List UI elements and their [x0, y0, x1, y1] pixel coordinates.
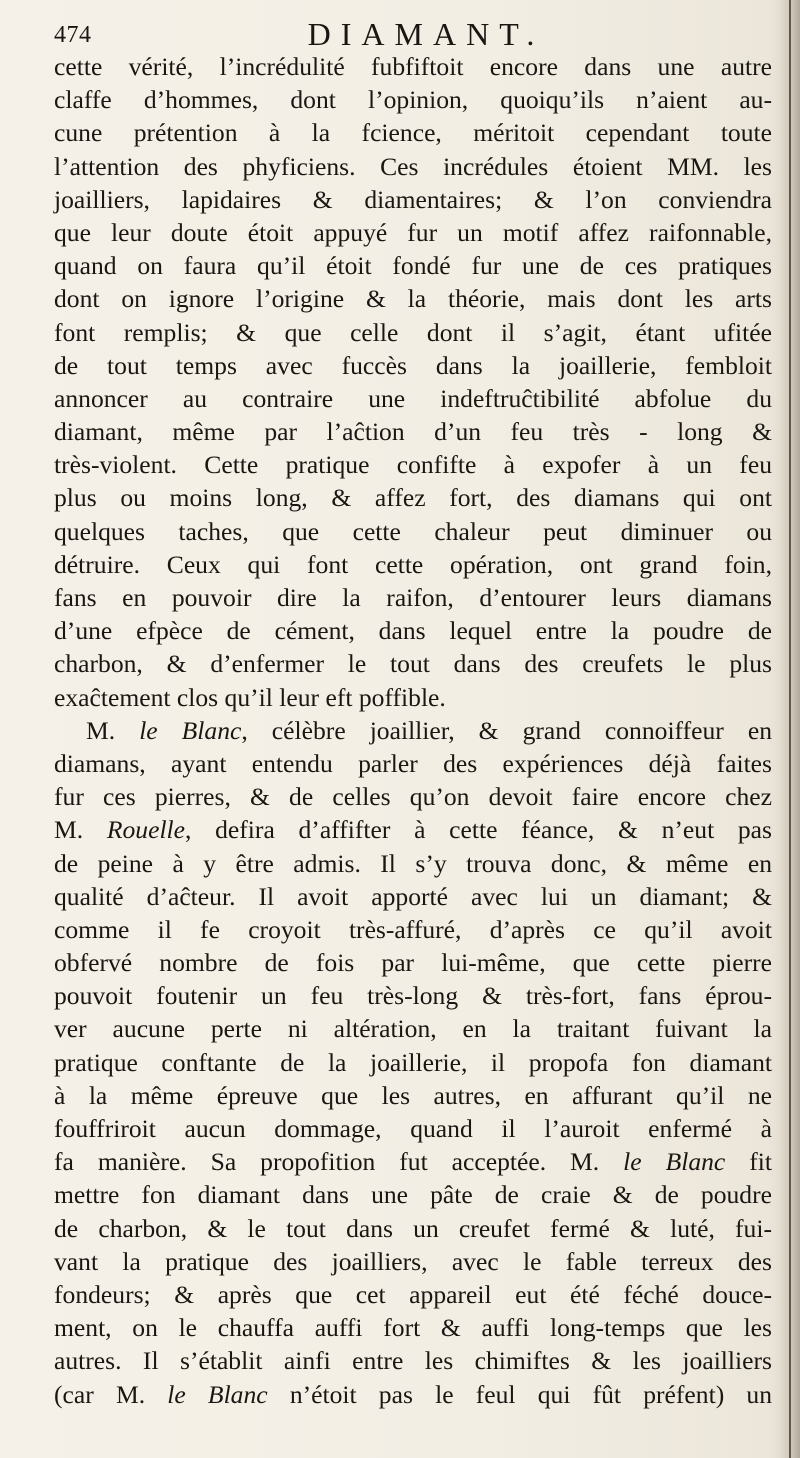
text-line: (car M. le Blanc n’étoit pas le feul qui fût préfent) un	[54, 1379, 772, 1409]
text-line: annoncer au contraire une indeftruĉtibilité abfolue du	[54, 383, 772, 413]
text-line: joailliers, lapidaires & diamentaires; & l’on conviendra	[54, 184, 772, 214]
text-line: autres. Il s’établit ainfi entre les chimiftes & les joailliers	[54, 1346, 772, 1376]
text-line: font remplis; & que celle dont il s’agit, étant ufitée	[54, 317, 772, 347]
text-line: ver aucune perte ni altération, en la traitant fuivant la	[54, 1014, 772, 1044]
text-line: M. Rouelle, defira d’affifter à cette féance, & n’eut pas	[54, 815, 772, 845]
text-line: obfervé nombre de fois par lui-même, que cette pierre	[54, 948, 772, 978]
text-line: plus ou moins long, & affez fort, des diamans qui ont	[54, 483, 772, 513]
running-head: DIAMANT.	[307, 16, 545, 52]
text-line: diamant, même par l’aĉtion d’un feu très - long &	[54, 417, 772, 447]
text-line: fans en pouvoir dire la raifon, d’entourer leurs diamans	[54, 583, 772, 612]
text-line: que leur doute étoit appuyé fur un motif affez raifonnable,	[54, 217, 772, 247]
text-line: fondeurs; & après que cet appareil eut été féché douce-	[54, 1279, 772, 1309]
text-line: d’une efpèce de cément, dans lequel entre la poudre de	[54, 616, 772, 646]
text-line: fur ces pierres, & de celles qu’on devoit faire encore chez	[54, 782, 772, 812]
text-line: de peine à y être admis. Il s’y trouva donc, & même en	[54, 848, 772, 878]
text-line: ment, on le chauffa auffi fort & auffi long-temps que les	[54, 1313, 772, 1343]
text-line: de charbon, & le tout dans un creufet fermé & luté, fui-	[54, 1213, 772, 1243]
text-line: comme il fe croyoit très-affuré, d’après ce qu’il avoit	[54, 914, 772, 944]
text-line: cune prétention à la fcience, méritoit cependant toute	[54, 118, 772, 148]
text-line: détruire. Ceux qui font cette opération, ont grand foin,	[54, 549, 772, 579]
page-number: 474	[54, 22, 92, 48]
text-line: qualité d’aĉteur. Il avoit apporté avec lui un diamant; &	[54, 881, 772, 911]
text-line: mettre fon diamant dans une pâte de craie & de poudre	[54, 1180, 772, 1210]
text-line: pratique conftante de la joaillerie, il propofa fon diamant	[54, 1047, 772, 1077]
text-line: quand on faura qu’il étoit fondé fur une de ces pratiques	[54, 251, 772, 281]
text-line: quelques taches, que cette chaleur peut diminuer ou	[54, 516, 772, 546]
text-line: vant la pratique des joailliers, avec le fable terreux des	[54, 1246, 772, 1276]
text-line: charbon, & d’enfermer le tout dans des creufets le plus	[54, 649, 772, 679]
text-line: très-violent. Cette pratique confifte à expofer à un feu	[54, 450, 772, 480]
text-line: cette vérité, l’incrédulité fubfiftoit encore dans une autre	[54, 52, 772, 81]
text-line: fouffriroit aucun dommage, quand il l’auroit enfermé à	[54, 1114, 772, 1143]
text-line: claffe d’hommes, dont l’opinion, quoiqu’ils n’aient au-	[54, 85, 772, 115]
text-line: dont on ignore l’origine & la théorie, mais dont les arts	[54, 284, 772, 314]
text-line: de tout temps avec fuccès dans la joaillerie, fembloit	[54, 350, 772, 380]
text-line: à la même épreuve que les autres, en affurant qu’il ne	[54, 1080, 772, 1110]
text-line: diamans, ayant entendu parler des expériences déjà faites	[54, 748, 772, 778]
paragraph-last-line: exaĉtement clos qu’il leur eft poffible.	[54, 682, 446, 712]
page-header	[54, 14, 774, 54]
paragraph-first-line: M. le Blanc, célèbre joaillier, & grand connoiffeur en	[86, 715, 773, 745]
page-edge-line	[789, 0, 791, 1458]
text-line: pouvoit foutenir un feu très-long & très-fort, fans éprou-	[54, 981, 772, 1011]
text-line: fa manière. Sa propofition fut acceptée. M. le Blanc fit	[54, 1147, 772, 1177]
text-line: l’attention des phyficiens. Ces incrédules étoient MM. les	[54, 151, 772, 181]
body-text	[54, 50, 772, 1411]
